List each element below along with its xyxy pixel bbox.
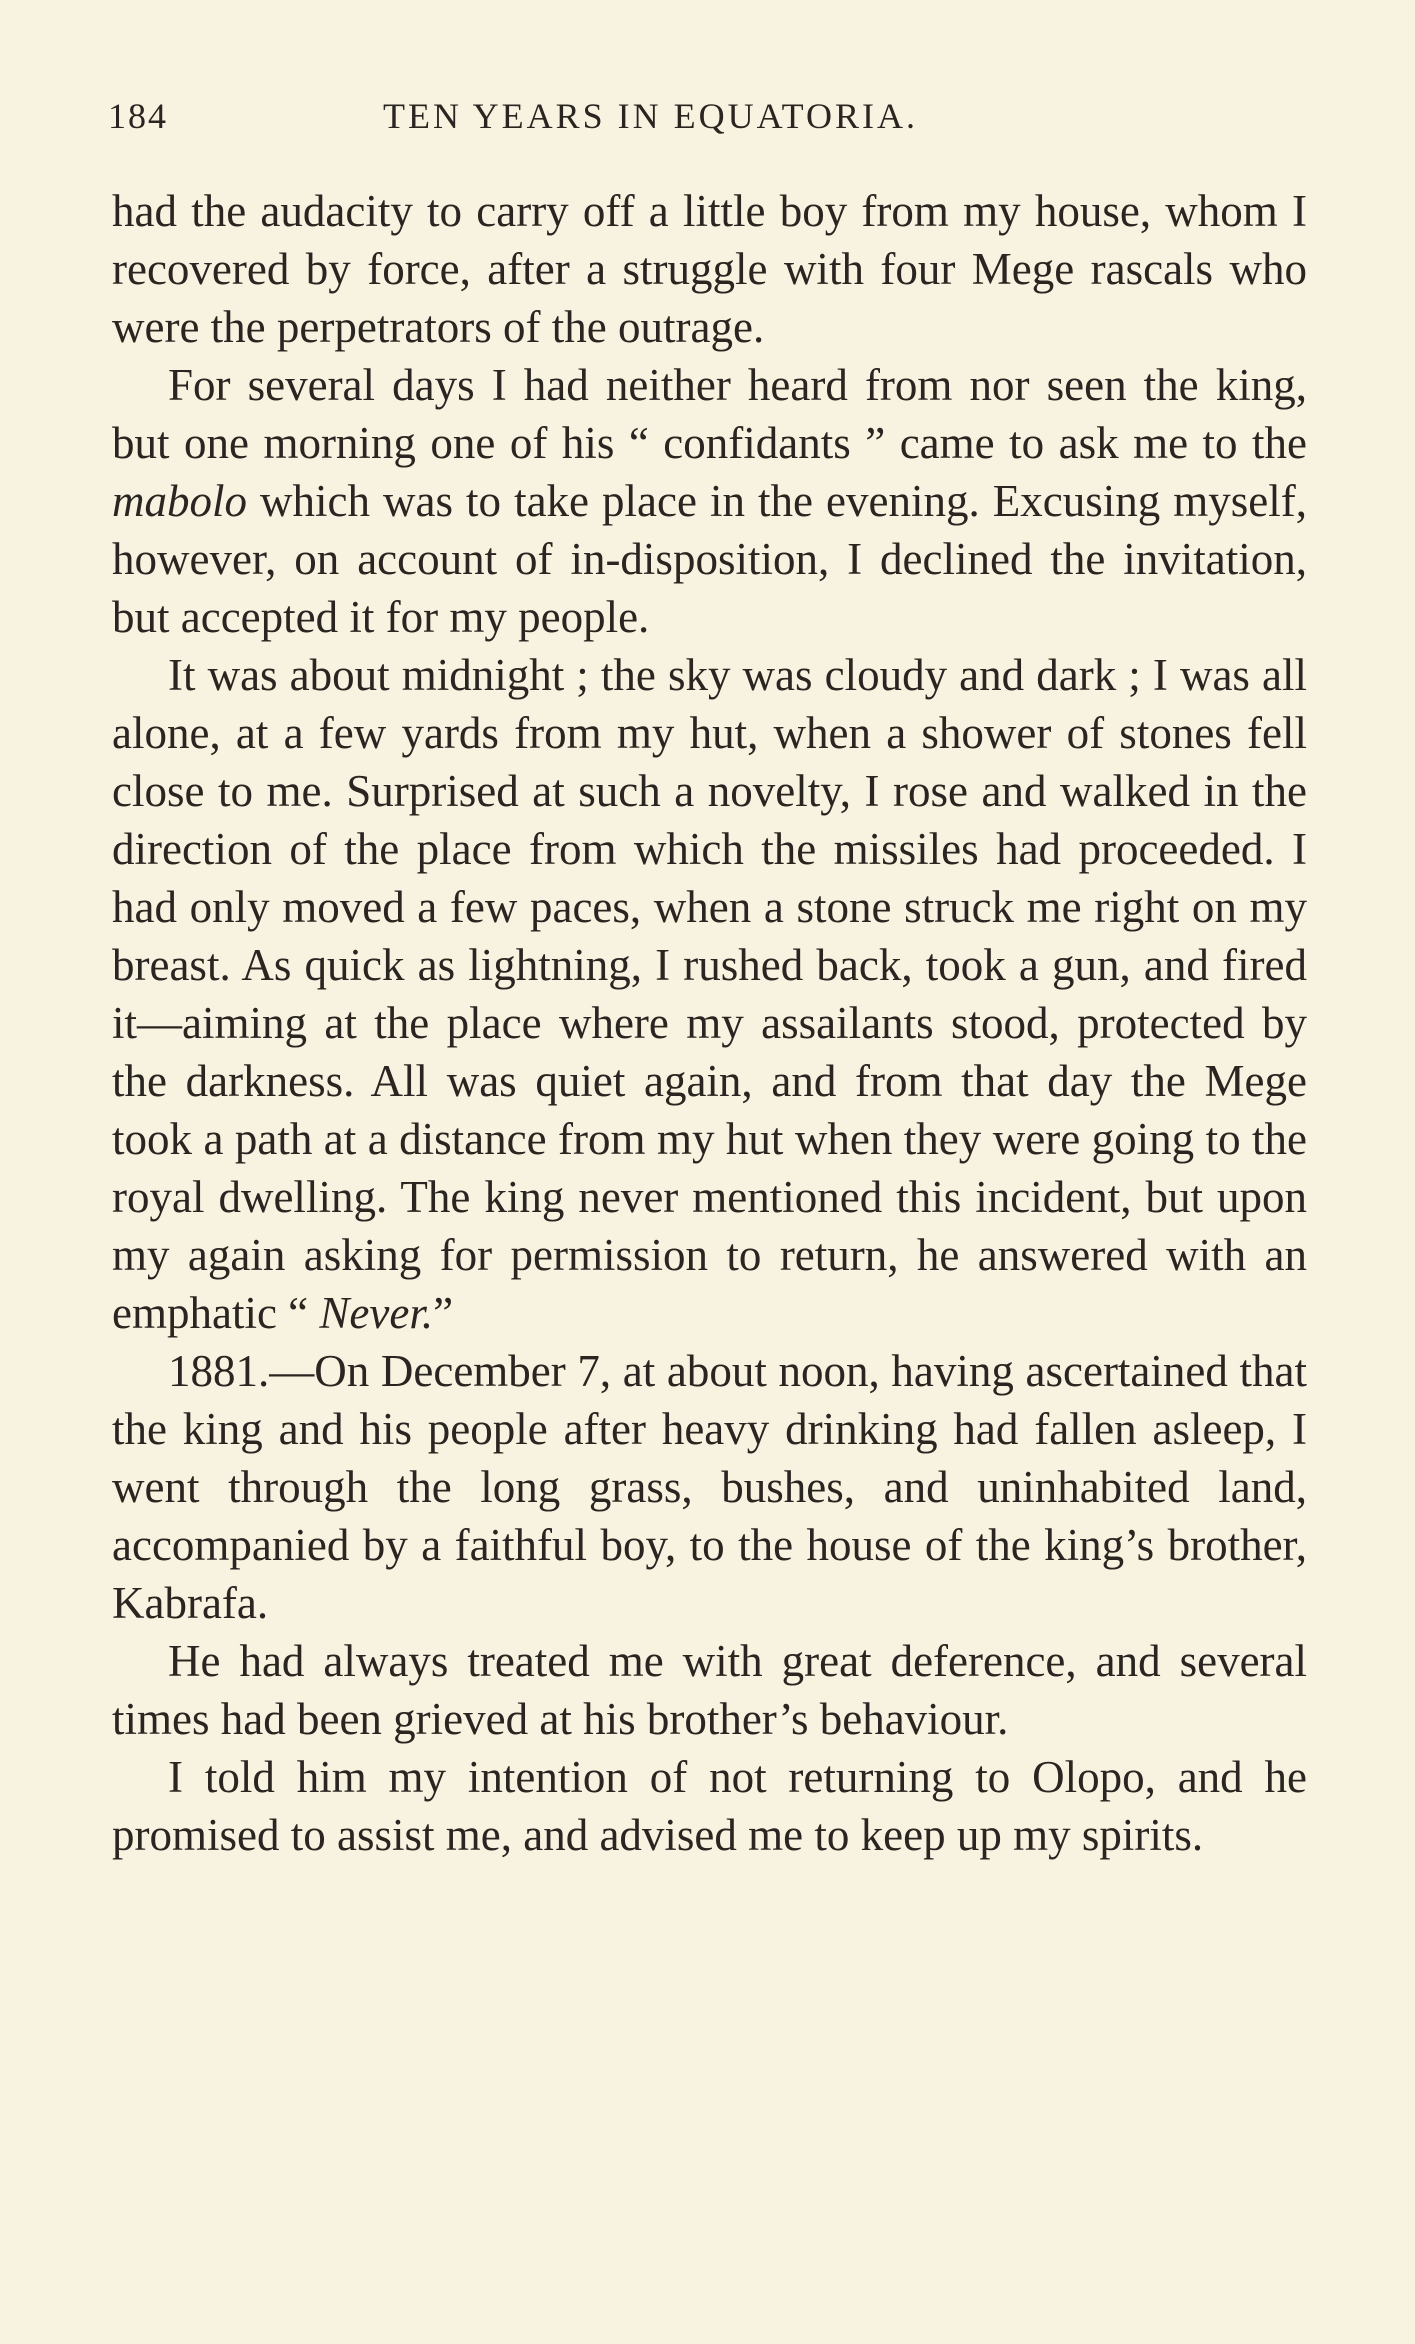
paragraph-3: [112, 646, 1307, 1342]
paragraph-6: I told him my intention of not returning to Olopo, and he promised to assist me, and advised me to keep up my spirits.: [112, 1752, 1307, 1860]
paragraph-3-italic-word: Never.: [319, 1288, 434, 1338]
page-header: [108, 95, 1318, 145]
running-title: TEN YEARS IN EQUATORIA.: [383, 96, 918, 136]
body-text: [112, 182, 1307, 1864]
paragraph-4: 1881.—On December 7, at about noon, having ascertained that the king and his people after heavy drinking had fallen asleep, I went through the long grass, bushes, and uninhabited land, accompanied by a faithful boy, to the house of the king’s brother, Kabrafa.: [112, 1346, 1307, 1628]
paragraph-2-text-a: For several days I had neither heard from nor seen the king, but one morning one of his “ confidants ” came to ask me to the: [112, 360, 1307, 468]
paragraph-2-italic-word: mabolo: [112, 476, 247, 526]
paragraph-3-text-a: It was about midnight ; the sky was cloudy and dark ; I was all alone, at a few yards from my hut, when a shower of stones fell close to me. Surprised at such a novelty, I rose and walked in the direction of the place from which the missiles had proceeded. I had only moved a few paces, when a stone struck me right on my breast. As quick as lightning, I rushed back, took a gun, and fired it—aiming at the place where my assailants stood, protected by the darkness. All was quiet again, and from that day the Mege took a path at a distance from my hut when they were going to the royal dwelling. The king never mentioned this incident, but upon my again asking for permission to return, he answered with an emphatic “: [112, 650, 1307, 1338]
paragraph-5: He had always treated me with great deference, and several times had been grieved at his brother’s behaviour.: [112, 1636, 1307, 1744]
paragraph-2: [112, 356, 1307, 646]
paragraph-2-text-b: which was to take place in the evening. Excusing myself, however, on account of in-disposition, I declined the invitation, but accepted it for my people.: [112, 476, 1307, 642]
paragraph-1: had the audacity to carry off a little boy from my house, whom I recovered by force, after a struggle with four Mege rascals who were the perpetrators of the outrage.: [112, 186, 1307, 352]
paragraph-3-text-b: ”: [433, 1288, 454, 1338]
page-number: 184: [108, 96, 168, 136]
